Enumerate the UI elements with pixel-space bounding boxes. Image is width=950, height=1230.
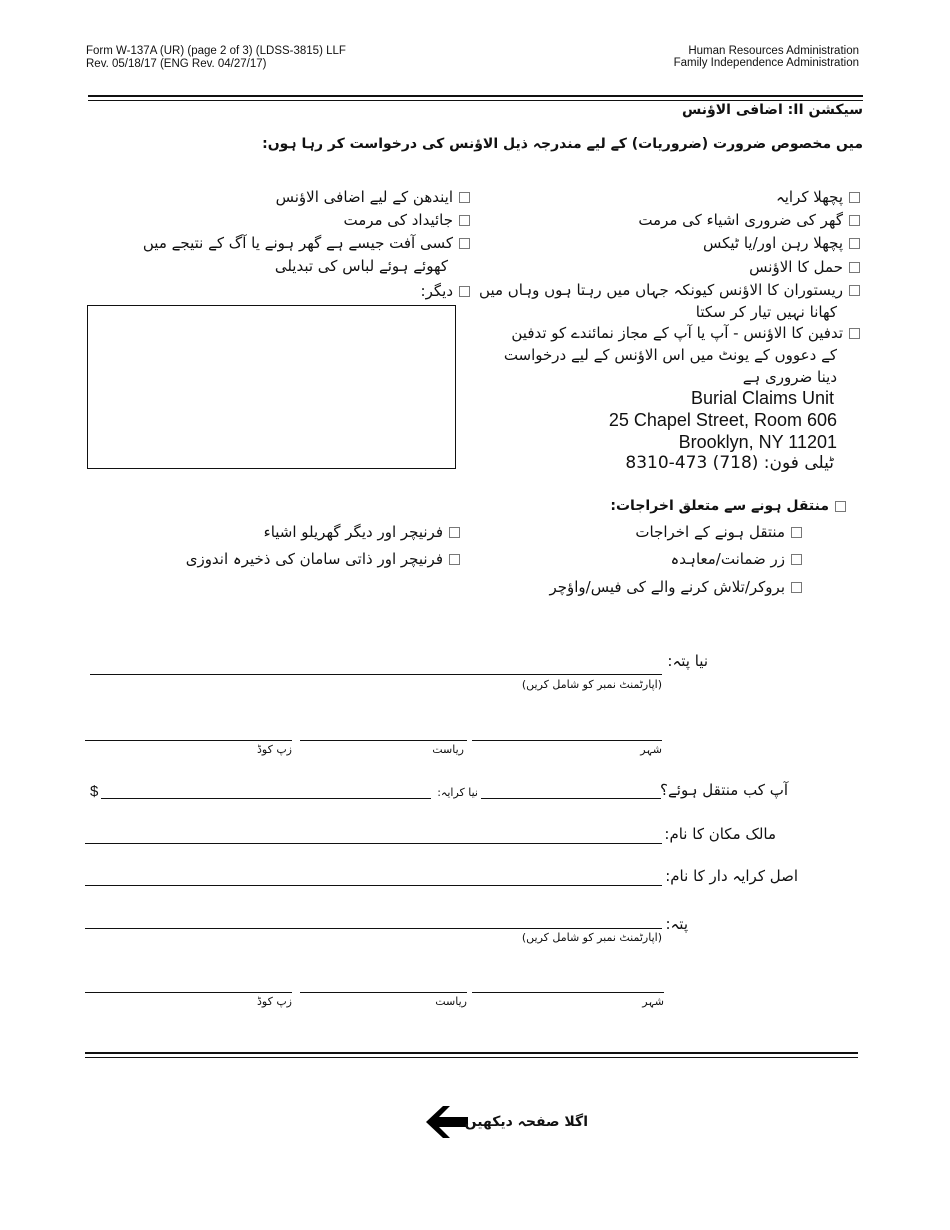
option-other[interactable]: دیگر: (421, 280, 470, 302)
state-label: ریاست (432, 743, 464, 756)
state-line[interactable] (300, 740, 467, 741)
option-storage[interactable]: فرنیچر اور ذاتی سامان کی ذخیرہ اندوزی (186, 548, 460, 570)
new-rent-label: نیا کرایہ: (437, 786, 478, 799)
agency-hra: Human Resources Administration (688, 45, 859, 57)
checkbox[interactable] (849, 192, 860, 203)
prime-tenant-line[interactable] (85, 885, 662, 886)
move-date-label: آپ کب منتقل ہوئے؟ (660, 781, 788, 799)
option-back-rent[interactable]: پچھلا کرایہ (776, 186, 860, 208)
option-restaurant[interactable]: ریستوران کا الاؤنس کیونکہ جہاں میں رہتا ہوں وہاں میں (479, 279, 860, 301)
checkbox[interactable] (849, 215, 860, 226)
landlord-label: مالک مکان کا نام: (664, 825, 776, 843)
address-label: پتہ: (665, 915, 688, 933)
other-textbox[interactable] (87, 305, 456, 469)
form-id: Form W-137A (UR) (page 2 of 3) (LDSS-3815) LLF (86, 45, 346, 57)
option-burial[interactable]: تدفین کا الاؤنس - آپ یا آپ کے مجاز نمائندے کو تدفین (511, 322, 860, 344)
bottom-divider (85, 1052, 858, 1058)
address-line[interactable] (85, 928, 662, 929)
dollar-sign: $ (90, 783, 99, 800)
checkbox[interactable] (791, 527, 802, 538)
option-furniture[interactable]: فرنیچر اور دیگر گھریلو اشیاء (264, 521, 460, 543)
option-home-repair[interactable]: گھر کی ضروری اشیاء کی مرمت (638, 209, 860, 231)
restaurant-line2: کھانا نہیں تیار کر سکتا (695, 303, 837, 321)
option-security-deposit[interactable]: زر ضمانت/معاہدہ (671, 548, 803, 570)
option-mortgage-tax[interactable]: پچھلا رہن اور/یا ٹیکس (703, 232, 860, 254)
checkbox[interactable] (849, 238, 860, 249)
section-title: سیکشن II: اضافی الاؤنس (682, 102, 863, 118)
include-apt-note: (اپارٹمنٹ نمبر کو شامل کریں) (521, 678, 662, 691)
checkbox[interactable] (849, 285, 860, 296)
option-moving-expenses[interactable]: منتقل ہونے کے اخراجات (635, 521, 802, 543)
checkbox[interactable] (849, 262, 860, 273)
state-label-2: ریاست (435, 995, 467, 1008)
new-address-label: نیا پتہ: (667, 652, 708, 670)
zip-line-2[interactable] (85, 992, 292, 993)
city-line-2[interactable] (472, 992, 664, 993)
arrow-left-icon (426, 1105, 468, 1139)
burial-line2: کے دعووں کے یونٹ میں اس الاؤنس کے لیے درخواست (503, 346, 837, 364)
checkbox[interactable] (459, 215, 470, 226)
zip-line[interactable] (85, 740, 292, 741)
checkbox[interactable] (791, 554, 802, 565)
zip-label-2: زپ کوڈ (257, 995, 292, 1008)
burial-unit: Burial Claims Unit (690, 388, 834, 408)
checkbox[interactable] (791, 582, 802, 593)
burial-phone: ٹیلی فون: (718) 473-8310 (625, 453, 834, 473)
move-date-line[interactable] (481, 798, 661, 799)
checkbox[interactable] (459, 192, 470, 203)
next-page-label: اگلا صفحہ دیکھیں (464, 1114, 588, 1130)
state-line-2[interactable] (300, 992, 467, 993)
landlord-line[interactable] (85, 843, 662, 844)
new-rent-line[interactable] (101, 798, 431, 799)
burial-line3: دینا ضروری ہے (742, 368, 837, 386)
option-property-repair[interactable]: جائیداد کی مرمت (343, 209, 470, 231)
city-label-2: شہر (642, 995, 664, 1008)
clothing-line2: کھوئے ہوئے لباس کی تبدیلی (274, 257, 448, 275)
section-subtitle: میں مخصوص ضرورت (ضروریات) کے لیے مندرجہ ذیل الاؤنس کی درخواست کر رہا ہوں: (262, 136, 863, 152)
address-apt-note: (اپارٹمنٹ نمبر کو شامل کریں) (521, 931, 662, 944)
checkbox[interactable] (459, 238, 470, 249)
moving-title[interactable]: منتقل ہونے سے متعلق اخراجات: (610, 495, 846, 517)
prime-tenant-label: اصل کرایہ دار کا نام: (665, 867, 798, 885)
option-fuel[interactable]: ایندھن کے لیے اضافی الاؤنس (276, 186, 470, 208)
city-line[interactable] (472, 740, 662, 741)
option-pregnancy[interactable]: حمل کا الاؤنس (749, 256, 860, 278)
checkbox[interactable] (449, 527, 460, 538)
next-page-link[interactable] (426, 1105, 596, 1139)
zip-label: زپ کوڈ (257, 743, 292, 756)
burial-street: 25 Chapel Street, Room 606 (608, 410, 837, 430)
new-address-line[interactable] (90, 674, 662, 675)
burial-city: Brooklyn, NY 11201 (678, 432, 837, 452)
checkbox[interactable] (849, 328, 860, 339)
checkbox[interactable] (449, 554, 460, 565)
checkbox[interactable] (835, 501, 846, 512)
option-broker-fee[interactable]: بروکر/تلاش کرنے والے کی فیس/واؤچر (549, 576, 802, 598)
revision: Rev. 05/18/17 (ENG Rev. 04/27/17) (86, 58, 267, 70)
agency-fia: Family Independence Administration (673, 57, 859, 69)
city-label: شہر (640, 743, 662, 756)
checkbox[interactable] (459, 286, 470, 297)
option-clothing[interactable]: کسی آفت جیسے ہے گھر ہونے یا آگ کے نتیجے میں (143, 232, 470, 254)
